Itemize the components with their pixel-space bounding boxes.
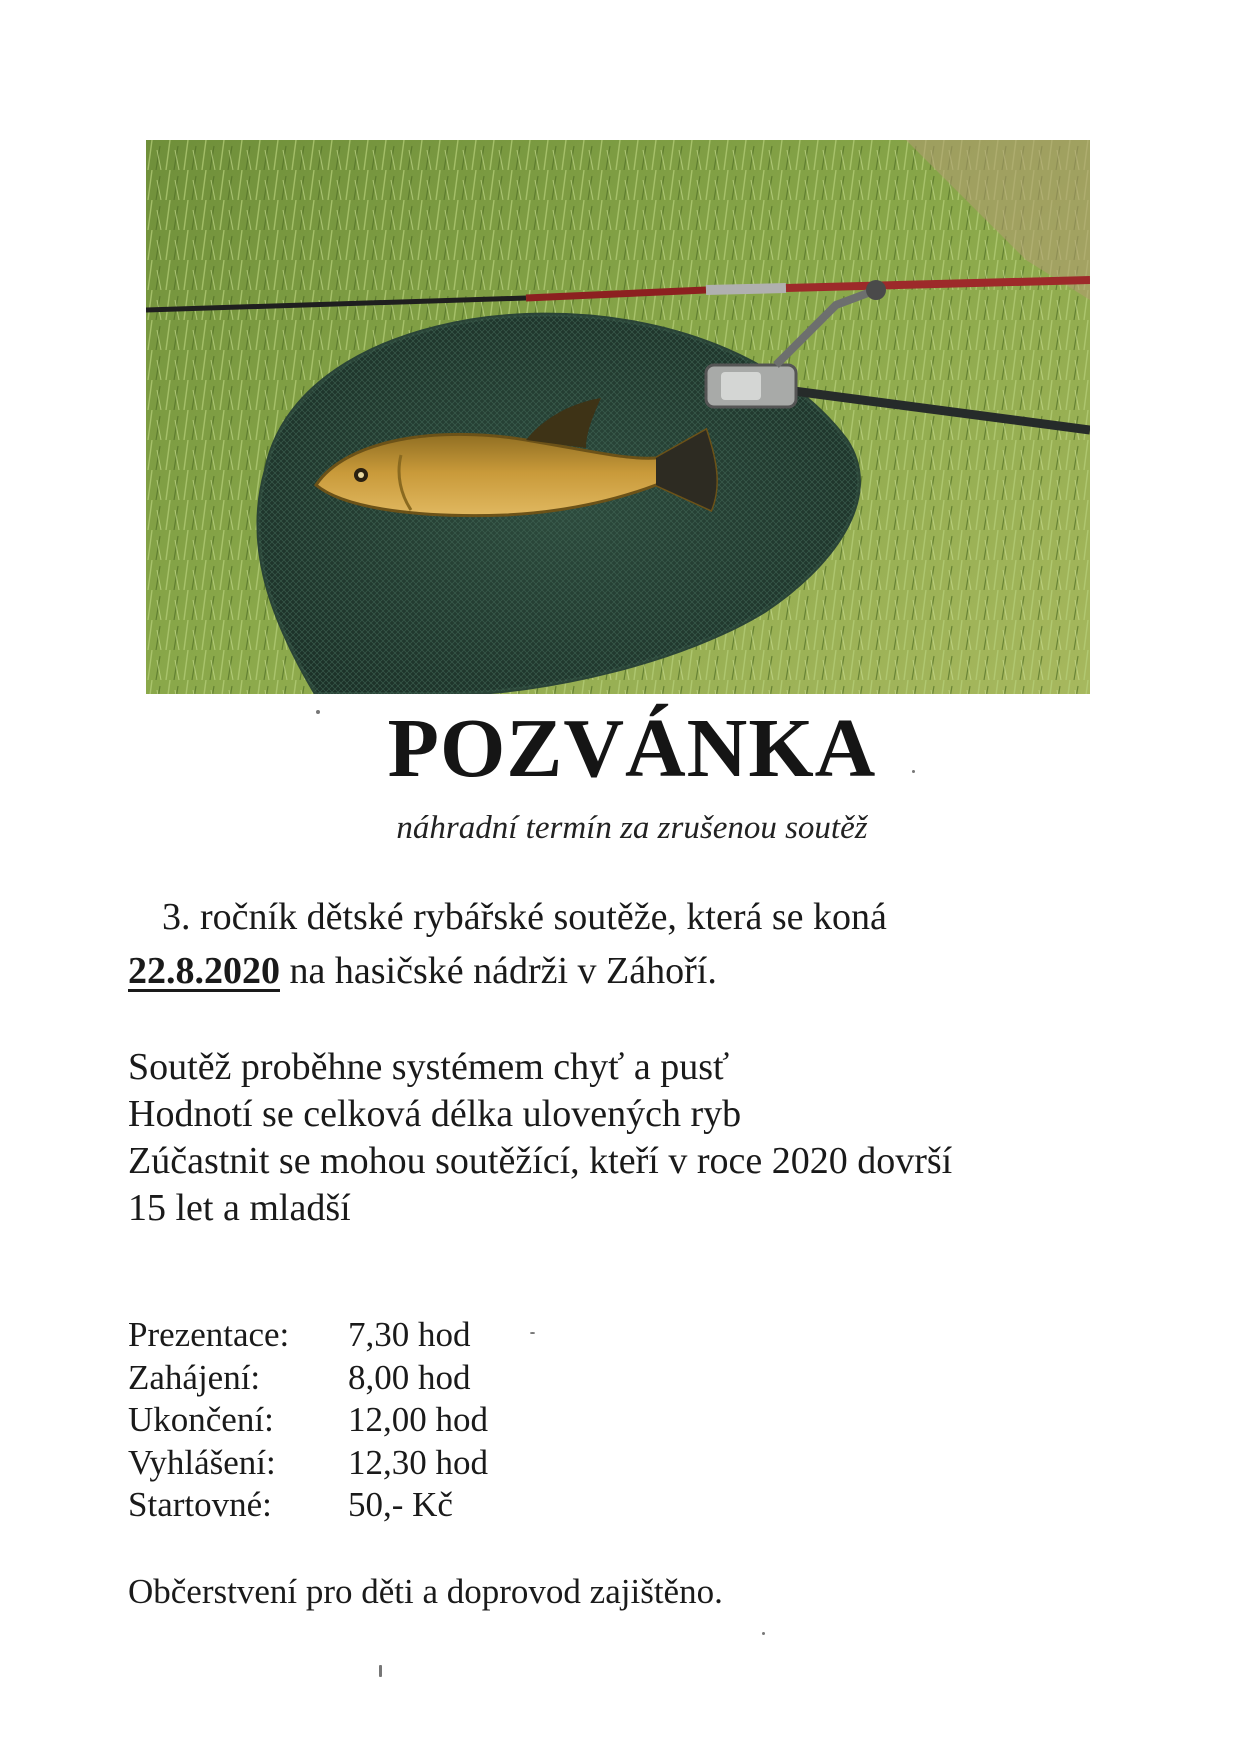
- fish-net-rod-illustration: [146, 140, 1090, 694]
- schedule-label: Vyhlášení:: [128, 1442, 276, 1482]
- schedule-row: [128, 1314, 488, 1357]
- subtitle: náhradní termín za zrušenou soutěž: [396, 810, 868, 846]
- schedule-value: 8,00 hod: [348, 1357, 471, 1397]
- schedule-label: Prezentace:: [128, 1315, 290, 1354]
- rules-list: [128, 1044, 952, 1232]
- scan-speck: [316, 710, 320, 714]
- schedule-label: Zahájení:: [128, 1357, 261, 1397]
- schedule-row: [128, 1399, 488, 1442]
- scan-speck: [379, 1665, 382, 1677]
- rule-line: Soutěž proběhne systémem chyť a pusť: [128, 1046, 730, 1088]
- schedule-value: 7,30 hod: [348, 1315, 471, 1354]
- schedule-row: [128, 1357, 488, 1400]
- scan-speck: [530, 1332, 535, 1334]
- schedule-value: 12,30 hod: [348, 1442, 488, 1482]
- schedule-label: Ukončení:: [128, 1400, 274, 1439]
- intro-line-2-rest: na hasičské nádrži v Záhoří.: [280, 950, 717, 992]
- page-title: POZVÁNKA: [387, 702, 877, 795]
- schedule-value: 50,- Kč: [348, 1485, 453, 1524]
- intro-paragraph: [128, 890, 887, 998]
- rule-line: Hodnotí se celková délka ulovených ryb: [128, 1093, 742, 1135]
- schedule-row: [128, 1442, 488, 1485]
- rule-line: Zúčastnit se mohou soutěžící, kteří v roce 2020 dovrší: [128, 1140, 953, 1182]
- intro-line-1: 3. ročník dětské rybářské soutěže, která se koná: [162, 896, 887, 938]
- scan-speck: [762, 1632, 765, 1635]
- rule-line: 15 let a mladší: [128, 1187, 351, 1229]
- schedule-label: Startovné:: [128, 1485, 272, 1524]
- schedule-table: [128, 1314, 488, 1527]
- event-date: 22.8.2020: [128, 950, 280, 992]
- scan-speck: [912, 770, 915, 773]
- fishing-photo: [146, 140, 1090, 694]
- schedule-row: [128, 1484, 488, 1527]
- footer-note: Občerstvení pro děti a doprovod zajištěno.: [128, 1572, 723, 1611]
- intro-line-2: [128, 944, 887, 998]
- schedule-value: 12,00 hod: [348, 1400, 488, 1439]
